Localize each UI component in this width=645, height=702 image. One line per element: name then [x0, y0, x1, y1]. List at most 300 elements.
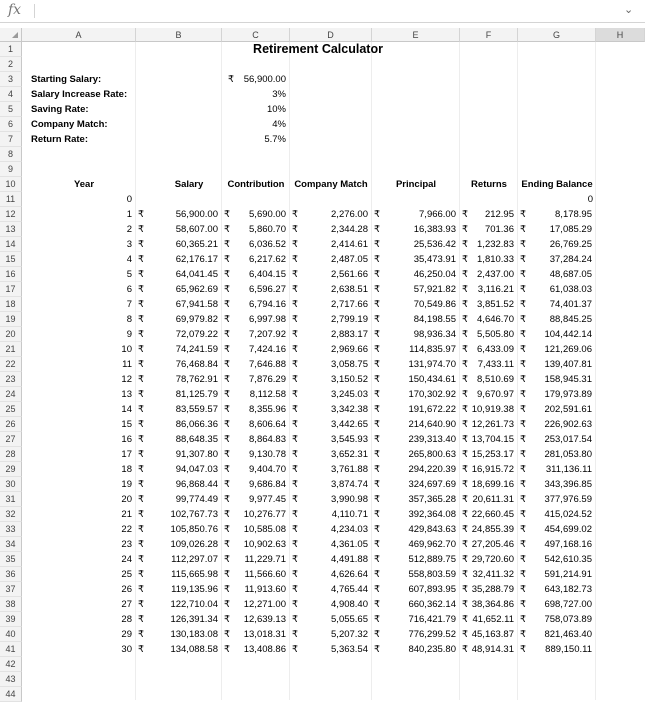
- contribution-cell[interactable]: 8,112.58: [249, 389, 286, 400]
- returns-cell[interactable]: 3,851.52: [477, 299, 514, 310]
- column-header-g[interactable]: G: [518, 28, 596, 42]
- row-header[interactable]: 26: [0, 417, 22, 432]
- salary-cell[interactable]: 64,041.45: [175, 269, 218, 280]
- ending-balance-cell[interactable]: 758,073.89: [544, 614, 592, 625]
- ending-balance-cell[interactable]: 48,687.05: [549, 269, 592, 280]
- row-header[interactable]: 29: [0, 462, 22, 477]
- ending-balance-cell[interactable]: 139,407.81: [544, 359, 592, 370]
- company-match-cell[interactable]: 3,990.98: [331, 494, 368, 505]
- returns-cell[interactable]: 24,855.39: [471, 524, 514, 535]
- year-cell[interactable]: 28: [121, 614, 132, 625]
- year-cell[interactable]: 14: [121, 404, 132, 415]
- returns-cell[interactable]: 45,163.87: [471, 629, 514, 640]
- principal-cell[interactable]: 214,640.90: [408, 419, 456, 430]
- row-header[interactable]: 39: [0, 612, 22, 627]
- contribution-cell[interactable]: 7,646.88: [249, 359, 286, 370]
- contribution-cell[interactable]: 12,639.13: [243, 614, 286, 625]
- input-value[interactable]: 56,900.00: [243, 74, 286, 85]
- year-cell[interactable]: 7: [126, 299, 132, 310]
- header-contribution[interactable]: Contribution: [227, 179, 285, 190]
- contribution-cell[interactable]: 9,686.84: [249, 479, 286, 490]
- ending-balance-cell[interactable]: 377,976.59: [544, 494, 592, 505]
- company-match-cell[interactable]: 2,883.17: [331, 329, 368, 340]
- column-header-e[interactable]: E: [372, 28, 460, 42]
- salary-cell[interactable]: 99,774.49: [175, 494, 218, 505]
- year-cell[interactable]: 25: [121, 569, 132, 580]
- year-cell[interactable]: 4: [126, 254, 132, 265]
- ending-balance-cell[interactable]: 415,024.52: [544, 509, 592, 520]
- salary-cell[interactable]: 62,176.17: [175, 254, 218, 265]
- sheet-row: [0, 207, 645, 222]
- year-cell[interactable]: 12: [121, 374, 132, 385]
- returns-cell[interactable]: 1,810.33: [477, 254, 514, 265]
- returns-cell[interactable]: 35,288.79: [471, 584, 514, 595]
- header-returns[interactable]: Returns: [471, 179, 507, 190]
- ending-balance-cell[interactable]: 497,168.16: [544, 539, 592, 550]
- principal-cell[interactable]: 114,835.97: [409, 344, 456, 355]
- salary-cell[interactable]: 58,607.00: [175, 224, 218, 235]
- returns-cell[interactable]: 29,720.60: [471, 554, 514, 565]
- contribution-cell[interactable]: 13,408.86: [243, 644, 286, 655]
- year-cell[interactable]: 29: [121, 629, 132, 640]
- input-label[interactable]: Starting Salary:: [31, 74, 102, 85]
- contribution-cell[interactable]: 7,876.29: [249, 374, 286, 385]
- company-match-cell[interactable]: 4,234.03: [331, 524, 368, 535]
- returns-cell[interactable]: 5,505.80: [477, 329, 514, 340]
- ending-balance-cell[interactable]: 8,178.95: [555, 209, 592, 220]
- company-match-cell[interactable]: 3,245.03: [331, 389, 368, 400]
- sheet-row: [0, 447, 645, 462]
- returns-cell[interactable]: 27,205.46: [471, 539, 514, 550]
- column-header-b[interactable]: B: [136, 28, 222, 42]
- row-header[interactable]: 40: [0, 627, 22, 642]
- company-match-cell[interactable]: 4,908.40: [331, 599, 368, 610]
- company-match-cell[interactable]: 4,491.88: [331, 554, 368, 565]
- ending-balance-cell[interactable]: 698,727.00: [544, 599, 592, 610]
- company-match-cell[interactable]: 5,363.54: [331, 644, 368, 655]
- formula-bar[interactable]: [0, 0, 645, 23]
- year-cell[interactable]: 8: [126, 314, 132, 325]
- row-header[interactable]: 12: [0, 207, 22, 222]
- year-cell[interactable]: 0: [126, 194, 132, 205]
- company-match-cell[interactable]: 2,969.66: [331, 344, 368, 355]
- salary-cell[interactable]: 67,941.58: [175, 299, 218, 310]
- salary-cell[interactable]: 60,365.21: [175, 239, 218, 250]
- year-cell[interactable]: 17: [121, 449, 132, 460]
- returns-cell[interactable]: 18,699.16: [471, 479, 514, 490]
- year-cell[interactable]: 24: [121, 554, 132, 565]
- ending-balance-cell[interactable]: 591,214.91: [544, 569, 592, 580]
- contribution-cell[interactable]: 5,860.70: [249, 224, 286, 235]
- input-value[interactable]: 5.7%: [264, 134, 286, 145]
- year-cell[interactable]: 9: [126, 329, 132, 340]
- row-header[interactable]: 2: [0, 57, 22, 72]
- row-header[interactable]: 20: [0, 327, 22, 342]
- ending-balance-cell[interactable]: 643,182.73: [544, 584, 592, 595]
- company-match-cell[interactable]: 3,442.65: [331, 419, 368, 430]
- currency-symbol: ₹: [224, 209, 231, 220]
- row-header[interactable]: 14: [0, 237, 22, 252]
- row-header[interactable]: 16: [0, 267, 22, 282]
- contribution-cell[interactable]: 6,997.98: [249, 314, 286, 325]
- column-header-d[interactable]: D: [290, 28, 372, 42]
- company-match-cell[interactable]: 4,765.44: [331, 584, 368, 595]
- row-header[interactable]: 24: [0, 387, 22, 402]
- row-header[interactable]: 17: [0, 282, 22, 297]
- principal-cell[interactable]: 70,549.86: [413, 299, 456, 310]
- principal-cell[interactable]: 35,473.91: [413, 254, 456, 265]
- company-match-cell[interactable]: 3,545.93: [331, 434, 368, 445]
- contribution-cell[interactable]: 11,913.60: [244, 584, 286, 595]
- principal-cell[interactable]: 131,974.70: [408, 359, 456, 370]
- select-all-corner[interactable]: [0, 28, 22, 42]
- row-header[interactable]: 3: [0, 72, 22, 87]
- returns-cell[interactable]: 32,411.32: [472, 569, 514, 580]
- principal-cell[interactable]: 25,536.42: [413, 239, 456, 250]
- currency-symbol: ₹: [374, 449, 381, 460]
- year-cell[interactable]: 27: [121, 599, 132, 610]
- row-header[interactable]: 36: [0, 567, 22, 582]
- salary-cell[interactable]: 122,710.04: [170, 599, 218, 610]
- contribution-cell[interactable]: 9,404.70: [249, 464, 286, 475]
- ending-balance-cell[interactable]: 226,902.63: [544, 419, 592, 430]
- principal-cell[interactable]: 150,434.61: [408, 374, 456, 385]
- row-header[interactable]: 6: [0, 117, 22, 132]
- row-header[interactable]: 44: [0, 687, 22, 702]
- principal-cell[interactable]: 512,889.75: [408, 554, 456, 565]
- contribution-cell[interactable]: 6,404.15: [249, 269, 286, 280]
- returns-cell[interactable]: 2,437.00: [477, 269, 514, 280]
- principal-cell[interactable]: 84,198.55: [413, 314, 456, 325]
- contribution-cell[interactable]: 11,229.71: [244, 554, 286, 565]
- salary-cell[interactable]: 96,868.44: [175, 479, 218, 490]
- contribution-cell[interactable]: 6,036.52: [249, 239, 286, 250]
- salary-cell[interactable]: 102,767.73: [170, 509, 218, 520]
- returns-cell[interactable]: 22,660.45: [471, 509, 514, 520]
- returns-cell[interactable]: 13,704.15: [471, 434, 514, 445]
- column-header-h[interactable]: H: [596, 28, 645, 42]
- contribution-cell[interactable]: 9,977.45: [249, 494, 286, 505]
- company-match-cell[interactable]: 3,342.38: [331, 404, 368, 415]
- contribution-cell[interactable]: 12,271.00: [243, 599, 286, 610]
- row-header[interactable]: 37: [0, 582, 22, 597]
- header-company-match[interactable]: Company Match: [294, 179, 368, 190]
- returns-cell[interactable]: 9,670.97: [477, 389, 514, 400]
- salary-cell[interactable]: 88,648.35: [175, 434, 218, 445]
- returns-cell[interactable]: 3,116.21: [477, 284, 514, 295]
- ending-balance-cell[interactable]: 121,269.06: [544, 344, 592, 355]
- contribution-cell[interactable]: 10,902.63: [243, 539, 286, 550]
- input-label[interactable]: Return Rate:: [31, 134, 89, 145]
- principal-cell[interactable]: 357,365.28: [408, 494, 456, 505]
- row-header[interactable]: 31: [0, 492, 22, 507]
- row-header[interactable]: 35: [0, 552, 22, 567]
- contribution-cell[interactable]: 8,864.83: [249, 434, 286, 445]
- year-cell[interactable]: 10: [121, 344, 132, 355]
- principal-cell[interactable]: 239,313.40: [408, 434, 456, 445]
- row-header[interactable]: 23: [0, 372, 22, 387]
- row-header[interactable]: 7: [0, 132, 22, 147]
- row-header[interactable]: 9: [0, 162, 22, 177]
- salary-cell[interactable]: 109,026.28: [170, 539, 218, 550]
- year-cell[interactable]: 30: [121, 644, 132, 655]
- returns-cell[interactable]: 701.36: [484, 224, 514, 235]
- row-header[interactable]: 41: [0, 642, 22, 657]
- company-match-cell[interactable]: 5,055.65: [331, 614, 368, 625]
- year-cell[interactable]: 22: [121, 524, 132, 535]
- salary-cell[interactable]: 134,088.58: [170, 644, 218, 655]
- row-header[interactable]: 15: [0, 252, 22, 267]
- returns-cell[interactable]: 15,253.17: [471, 449, 514, 460]
- year-cell[interactable]: 6: [126, 284, 132, 295]
- principal-cell[interactable]: 716,421.79: [408, 614, 456, 625]
- row-header[interactable]: 5: [0, 102, 22, 117]
- year-cell[interactable]: 11: [122, 359, 132, 370]
- row-header[interactable]: 11: [0, 192, 22, 207]
- row-header[interactable]: 38: [0, 597, 22, 612]
- sheet-title[interactable]: Retirement Calculator: [253, 42, 383, 56]
- ending-balance-cell[interactable]: 311,136.11: [545, 464, 592, 475]
- header-ending-balance[interactable]: Ending Balance: [521, 179, 593, 190]
- company-match-cell[interactable]: 4,361.05: [331, 539, 368, 550]
- row-header[interactable]: 13: [0, 222, 22, 237]
- returns-cell[interactable]: 12,261.73: [471, 419, 514, 430]
- company-match-cell[interactable]: 2,561.66: [331, 269, 368, 280]
- header-principal[interactable]: Principal: [395, 179, 437, 190]
- company-match-cell[interactable]: 3,058.75: [331, 359, 368, 370]
- year-cell[interactable]: 3: [126, 239, 132, 250]
- company-match-cell[interactable]: 2,799.19: [331, 314, 368, 325]
- row-header[interactable]: 21: [0, 342, 22, 357]
- returns-cell[interactable]: 48,914.31: [471, 644, 514, 655]
- row-header[interactable]: 22: [0, 357, 22, 372]
- salary-cell[interactable]: 78,762.91: [175, 374, 218, 385]
- row-header[interactable]: 10: [0, 177, 22, 192]
- returns-cell[interactable]: 8,510.69: [477, 374, 514, 385]
- contribution-cell[interactable]: 11,566.60: [244, 569, 286, 580]
- company-match-cell[interactable]: 3,150.52: [331, 374, 368, 385]
- currency-symbol: ₹: [224, 254, 231, 265]
- input-label[interactable]: Saving Rate:: [31, 104, 89, 115]
- returns-cell[interactable]: 16,915.72: [471, 464, 514, 475]
- principal-cell[interactable]: 46,250.04: [413, 269, 456, 280]
- sheet-row: [0, 117, 645, 132]
- contribution-cell[interactable]: 5,690.00: [249, 209, 286, 220]
- company-match-cell[interactable]: 3,652.31: [331, 449, 368, 460]
- salary-cell[interactable]: 119,135.96: [171, 584, 218, 595]
- salary-cell[interactable]: 86,066.36: [175, 419, 218, 430]
- principal-cell[interactable]: 840,235.80: [408, 644, 456, 655]
- salary-cell[interactable]: 112,297.07: [171, 554, 218, 565]
- principal-cell[interactable]: 776,299.52: [408, 629, 456, 640]
- year-cell[interactable]: 20: [121, 494, 132, 505]
- row-header[interactable]: 32: [0, 507, 22, 522]
- returns-cell[interactable]: 38,364.86: [471, 599, 514, 610]
- currency-symbol: ₹: [520, 224, 527, 235]
- company-match-cell[interactable]: 2,276.00: [331, 209, 368, 220]
- salary-cell[interactable]: 94,047.03: [175, 464, 218, 475]
- currency-symbol: ₹: [374, 554, 381, 565]
- returns-cell[interactable]: 1,232.83: [477, 239, 514, 250]
- ending-balance-cell[interactable]: 0: [587, 194, 593, 205]
- salary-cell[interactable]: 76,468.84: [175, 359, 218, 370]
- year-cell[interactable]: 2: [126, 224, 132, 235]
- ending-balance-cell[interactable]: 281,053.80: [544, 449, 592, 460]
- ending-balance-cell[interactable]: 37,284.24: [549, 254, 592, 265]
- principal-cell[interactable]: 191,672.22: [408, 404, 456, 415]
- returns-cell[interactable]: 4,646.70: [477, 314, 514, 325]
- currency-symbol: ₹: [292, 299, 299, 310]
- row-header[interactable]: 27: [0, 432, 22, 447]
- row-header[interactable]: 18: [0, 297, 22, 312]
- principal-cell[interactable]: 324,697.69: [408, 479, 456, 490]
- principal-cell[interactable]: 558,803.59: [408, 569, 456, 580]
- ending-balance-cell[interactable]: 542,610.35: [544, 554, 592, 565]
- principal-cell[interactable]: 98,936.34: [413, 329, 456, 340]
- principal-cell[interactable]: 265,800.63: [408, 449, 456, 460]
- sheet-row: [0, 432, 645, 447]
- contribution-cell[interactable]: 13,018.31: [243, 629, 286, 640]
- year-cell[interactable]: 16: [121, 434, 132, 445]
- salary-cell[interactable]: 126,391.34: [170, 614, 218, 625]
- company-match-cell[interactable]: 5,207.32: [331, 629, 368, 640]
- currency-symbol: ₹: [138, 479, 145, 490]
- contribution-cell[interactable]: 6,596.27: [249, 284, 286, 295]
- row-header[interactable]: 42: [0, 657, 22, 672]
- column-header-f[interactable]: F: [460, 28, 518, 42]
- row-header[interactable]: 30: [0, 477, 22, 492]
- row-header[interactable]: 43: [0, 672, 22, 687]
- header-year[interactable]: Year: [73, 179, 95, 190]
- ending-balance-cell[interactable]: 17,085.29: [549, 224, 592, 235]
- principal-cell[interactable]: 469,962.70: [408, 539, 456, 550]
- input-value[interactable]: 10%: [266, 104, 286, 115]
- ending-balance-cell[interactable]: 202,591.61: [544, 404, 592, 415]
- column-header-c[interactable]: C: [222, 28, 290, 42]
- salary-cell[interactable]: 72,079.22: [175, 329, 218, 340]
- ending-balance-cell[interactable]: 104,442.14: [544, 329, 592, 340]
- year-cell[interactable]: 1: [126, 209, 132, 220]
- contribution-cell[interactable]: 8,355.96: [249, 404, 286, 415]
- company-match-cell[interactable]: 3,761.88: [331, 464, 368, 475]
- returns-cell[interactable]: 41,652.11: [472, 614, 514, 625]
- salary-cell[interactable]: 115,665.98: [171, 569, 218, 580]
- company-match-cell[interactable]: 3,874.74: [331, 479, 368, 490]
- header-salary[interactable]: Salary: [174, 179, 204, 190]
- principal-cell[interactable]: 392,364.08: [408, 509, 456, 520]
- salary-cell[interactable]: 81,125.79: [175, 389, 218, 400]
- contribution-cell[interactable]: 6,794.16: [249, 299, 286, 310]
- company-match-cell[interactable]: 2,717.66: [331, 299, 368, 310]
- year-cell[interactable]: 23: [121, 539, 132, 550]
- input-label[interactable]: Salary Increase Rate:: [31, 89, 128, 100]
- contribution-cell[interactable]: 7,424.16: [249, 344, 286, 355]
- year-cell[interactable]: 13: [121, 389, 132, 400]
- currency-symbol: ₹: [374, 374, 381, 385]
- principal-cell[interactable]: 660,362.14: [408, 599, 456, 610]
- principal-cell[interactable]: 294,220.39: [408, 464, 456, 475]
- row-header[interactable]: 34: [0, 537, 22, 552]
- ending-balance-cell[interactable]: 158,945.31: [544, 374, 592, 385]
- contribution-cell[interactable]: 10,585.08: [243, 524, 286, 535]
- input-label[interactable]: Company Match:: [31, 119, 108, 130]
- ending-balance-cell[interactable]: 88,845.25: [549, 314, 592, 325]
- principal-cell[interactable]: 429,843.63: [408, 524, 456, 535]
- ending-balance-cell[interactable]: 74,401.37: [549, 299, 592, 310]
- ending-balance-cell[interactable]: 889,150.11: [545, 644, 592, 655]
- input-value[interactable]: 3%: [272, 89, 286, 100]
- principal-cell[interactable]: 170,302.92: [408, 389, 456, 400]
- year-cell[interactable]: 26: [121, 584, 132, 595]
- salary-cell[interactable]: 56,900.00: [175, 209, 218, 220]
- row-header[interactable]: 28: [0, 447, 22, 462]
- salary-cell[interactable]: 74,241.59: [175, 344, 218, 355]
- ending-balance-cell[interactable]: 26,769.25: [549, 239, 592, 250]
- year-cell[interactable]: 5: [126, 269, 132, 280]
- ending-balance-cell[interactable]: 343,396.85: [544, 479, 592, 490]
- currency-symbol: ₹: [224, 569, 231, 580]
- contribution-cell[interactable]: 7,207.92: [249, 329, 286, 340]
- ending-balance-cell[interactable]: 179,973.89: [544, 389, 592, 400]
- company-match-cell[interactable]: 4,626.64: [331, 569, 368, 580]
- year-cell[interactable]: 21: [121, 509, 132, 520]
- salary-cell[interactable]: 105,850.76: [170, 524, 218, 535]
- row-header[interactable]: 8: [0, 147, 22, 162]
- year-cell[interactable]: 19: [121, 479, 132, 490]
- currency-symbol: ₹: [224, 614, 231, 625]
- year-cell[interactable]: 18: [121, 464, 132, 475]
- contribution-cell[interactable]: 9,130.78: [249, 449, 286, 460]
- ending-balance-cell[interactable]: 253,017.54: [544, 434, 592, 445]
- salary-cell[interactable]: 69,979.82: [175, 314, 218, 325]
- returns-cell[interactable]: 20,611.31: [472, 494, 514, 505]
- salary-cell[interactable]: 65,962.69: [175, 284, 218, 295]
- row-header[interactable]: 33: [0, 522, 22, 537]
- year-cell[interactable]: 15: [121, 419, 132, 430]
- input-value[interactable]: 4%: [272, 119, 286, 130]
- company-match-cell[interactable]: 2,414.61: [331, 239, 368, 250]
- returns-cell[interactable]: 6,433.09: [477, 344, 514, 355]
- row-header[interactable]: 4: [0, 87, 22, 102]
- ending-balance-cell[interactable]: 454,699.02: [544, 524, 592, 535]
- returns-cell[interactable]: 10,919.38: [471, 404, 514, 415]
- principal-cell[interactable]: 7,966.00: [419, 209, 456, 220]
- principal-cell[interactable]: 57,921.82: [413, 284, 456, 295]
- company-match-cell[interactable]: 2,638.51: [331, 284, 368, 295]
- chevron-down-icon[interactable]: ⌄: [624, 4, 634, 16]
- returns-cell[interactable]: 212.95: [484, 209, 514, 220]
- ending-balance-cell[interactable]: 821,463.40: [544, 629, 592, 640]
- salary-cell[interactable]: 83,559.57: [175, 404, 218, 415]
- company-match-cell[interactable]: 2,487.05: [331, 254, 368, 265]
- row-header[interactable]: 25: [0, 402, 22, 417]
- salary-cell[interactable]: 91,307.80: [175, 449, 218, 460]
- contribution-cell[interactable]: 10,276.77: [243, 509, 286, 520]
- column-header-a[interactable]: A: [22, 28, 136, 42]
- principal-cell[interactable]: 607,893.95: [408, 584, 456, 595]
- row-header[interactable]: 19: [0, 312, 22, 327]
- company-match-cell[interactable]: 4,110.71: [331, 509, 368, 520]
- salary-cell[interactable]: 130,183.08: [170, 629, 218, 640]
- currency-symbol: ₹: [520, 344, 527, 355]
- contribution-cell[interactable]: 6,217.62: [249, 254, 286, 265]
- principal-cell[interactable]: 16,383.93: [413, 224, 456, 235]
- row-header[interactable]: 1: [0, 42, 22, 57]
- ending-balance-cell[interactable]: 61,038.03: [549, 284, 592, 295]
- returns-cell[interactable]: 7,433.11: [477, 359, 514, 370]
- contribution-cell[interactable]: 8,606.64: [249, 419, 286, 430]
- company-match-cell[interactable]: 2,344.28: [331, 224, 368, 235]
